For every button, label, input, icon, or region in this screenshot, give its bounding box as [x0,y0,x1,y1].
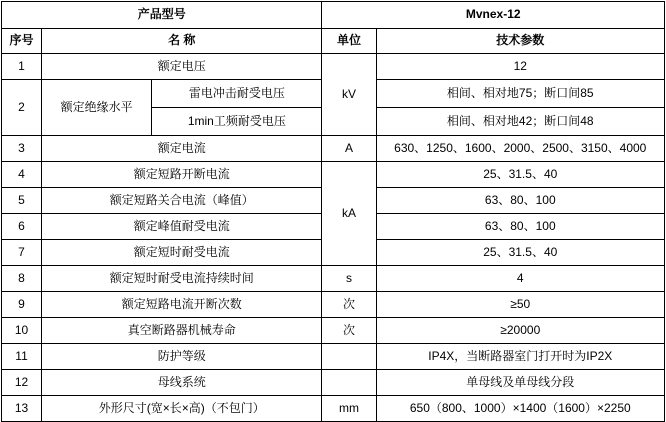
model-value-cell: Mvnex-12 [322,2,665,29]
row-param: 相间、相对地75；断口间85 [376,80,664,108]
row-name: 额定短时耐受电流持续时间 [42,266,322,292]
row-no: 2 [2,80,42,136]
table-row [2,54,665,80]
row-unit: mm [322,396,376,422]
table-row [2,162,665,188]
row-name: 额定短路关合电流（峰值） [42,188,322,214]
row-unit: 次 [322,292,376,318]
table-row [2,370,665,396]
row-param: 63、80、100 [376,188,664,214]
row-param: 4 [376,266,664,292]
column-header-no: 序号 [2,29,42,54]
row-no: 9 [2,292,42,318]
row-no: 6 [2,214,42,240]
row-unit [322,344,376,370]
row-name: 外形尺寸(宽×长×高)（不包门） [42,396,322,422]
row-subname: 1min工频耐受电压 [152,108,322,136]
row-unit: kA [322,162,376,266]
row-param: 63、80、100 [376,214,664,240]
row-name: 防护等级 [42,344,322,370]
row-name: 额定短时耐受电流 [42,240,322,266]
model-label-cell: 产品型号 [2,2,322,29]
row-unit: A [322,136,376,162]
row-param: ≥20000 [376,318,664,344]
column-header-param: 技术参数 [376,29,664,54]
table-row [2,292,665,318]
row-name: 额定电压 [42,54,322,80]
row-param: 25、31.5、40 [376,240,664,266]
row-no: 13 [2,396,42,422]
table-row [2,318,665,344]
table-subheader-row [2,29,665,54]
row-subname: 雷电冲击耐受电压 [152,80,322,108]
column-header-unit: 单位 [322,29,376,54]
row-unit: s [322,266,376,292]
row-name: 额定峰值耐受电流 [42,214,322,240]
row-param: 相间、相对地42；断口间48 [376,108,664,136]
row-param: 630、1250、1600、2000、2500、3150、4000 [376,136,664,162]
specification-table [1,1,665,422]
row-param: 650（800、1000）×1400（1600）×2250 [376,396,664,422]
row-param: ≥50 [376,292,664,318]
table-row [2,344,665,370]
table-row [2,396,665,422]
row-no: 5 [2,188,42,214]
row-name: 母线系统 [42,370,322,396]
table-row [2,136,665,162]
row-no: 10 [2,318,42,344]
row-no: 1 [2,54,42,80]
row-unit: 次 [322,318,376,344]
row-no: 8 [2,266,42,292]
row-no: 12 [2,370,42,396]
row-no: 7 [2,240,42,266]
row-param: IP4X，当断路器室门打开时为IP2X [376,344,664,370]
row-unit: kV [322,54,376,136]
row-name: 真空断路器机械寿命 [42,318,322,344]
row-no: 3 [2,136,42,162]
row-param: 25、31.5、40 [376,162,664,188]
table-row [2,266,665,292]
row-no: 4 [2,162,42,188]
column-header-name: 名 称 [42,29,322,54]
row-param: 12 [376,54,664,80]
row-name: 额定电流 [42,136,322,162]
row-name: 额定短路开断电流 [42,162,322,188]
row-name-group: 额定绝缘水平 [42,80,152,136]
row-param: 单母线及单母线分段 [376,370,664,396]
row-no: 11 [2,344,42,370]
table-header-row [2,2,665,29]
row-name: 额定短路电流开断次数 [42,292,322,318]
row-unit [322,370,376,396]
